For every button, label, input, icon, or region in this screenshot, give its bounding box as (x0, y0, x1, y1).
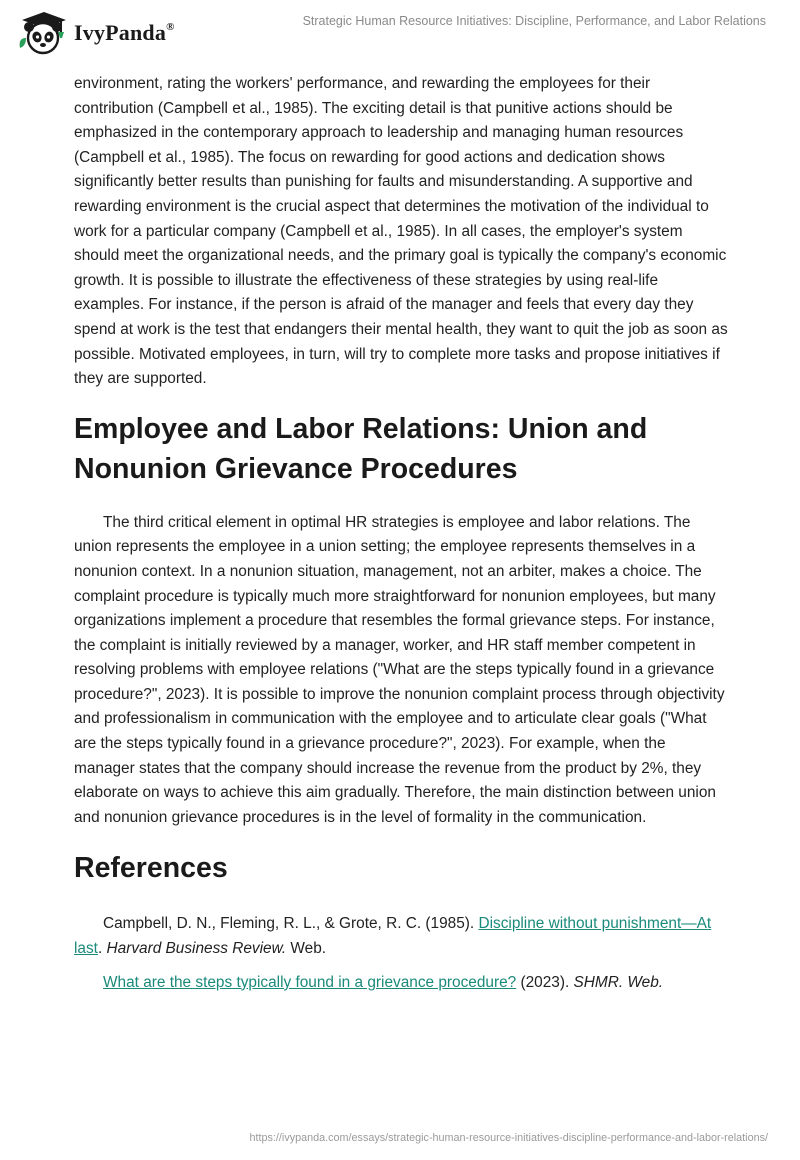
panda-graduate-icon[interactable] (16, 8, 68, 56)
reference-link-discipline[interactable]: Discipline without punishment—At last (74, 915, 712, 958)
brand-name[interactable]: IvyPanda® (74, 20, 175, 45)
reference-campbell: Campbell, D. N., Fleming, R. L., & Grote, R. C. (1985). Discipline without punishment—At last. Harvard Business Review. Web. (74, 915, 712, 958)
heading-references: References (74, 852, 228, 885)
reference-link-grievance[interactable]: What are the steps typically found in a grievance procedure? (103, 973, 517, 991)
document-title: Strategic Human Resource Initiatives: Discipline, Performance, and Labor Relations (302, 14, 766, 28)
paragraph-grievance-procedures: The third critical element in optimal HR strategies is employee and labor relations. The union represents the employee in a union setting; the employee represents themselves in a nonunion context. In a nonunion situation, management, not an arbiter, makes a choice. The complaint procedure is typically much more straightforward for nonunion employees, but many organizations implement a procedure that resembles the formal grievance steps. For instance, the complaint is initially reviewed by a manager, worker, and HR staff member competent in resolving problems with employee relations ("What are the steps typically found in a grievance procedure?", 2023). It is possible to improve the nonunion complaint process through objectivity and professionalism in communication with the employee and to articulate clear goals ("What are the steps typically found in a grievance procedure?", 2023). For example, when the manager states that the company should increase the revenue from the product by 2%, they elaborate on ways to achieve this aim gradually. Therefore, the main distinction between union and nonunion grievance procedures is in the level of formality in the communication. (74, 513, 725, 826)
footer-url[interactable]: https://ivypanda.com/essays/strategic-human-resource-initiatives-discipline-performance-and-labor-relations/ (249, 1132, 768, 1144)
heading-employee-labor-relations: Employee and Labor Relations: Union and Nonunion Grievance Procedures (74, 412, 648, 485)
paragraph-performance: environment, rating the workers' performance, and rewarding the employees for their contribution (Campbell et al., 1985). The exciting detail is that punitive actions should be emphasized in the contemporary approach to leadership and managing human resources (Campbell et al., 1985). The focus on rewarding for good actions and dedication shows significantly better results than punishing for faults and misunderstanding. A supportive and rewarding environment is the crucial aspect that determines the motivation of the individual to work for a particular company (Campbell et al., 1985). In all cases, the employer's system should meet the organizational needs, and the primary goal is typically the company's economic growth. It is possible to illustrate the effectiveness of these strategies by using real-life examples. For instance, if the person is afraid of the manager and feels that every day they spend at work is the test that endangers their mental health, they want to quit the job as soon as possible. Motivated employees, in turn, will try to complete more tasks and propose initiatives if they are supported. (74, 75, 728, 388)
article-body (74, 72, 730, 995)
page-header (0, 0, 800, 62)
reference-grievance-steps: What are the steps typically found in a grievance procedure? (2023). SHMR. Web. (103, 973, 664, 991)
